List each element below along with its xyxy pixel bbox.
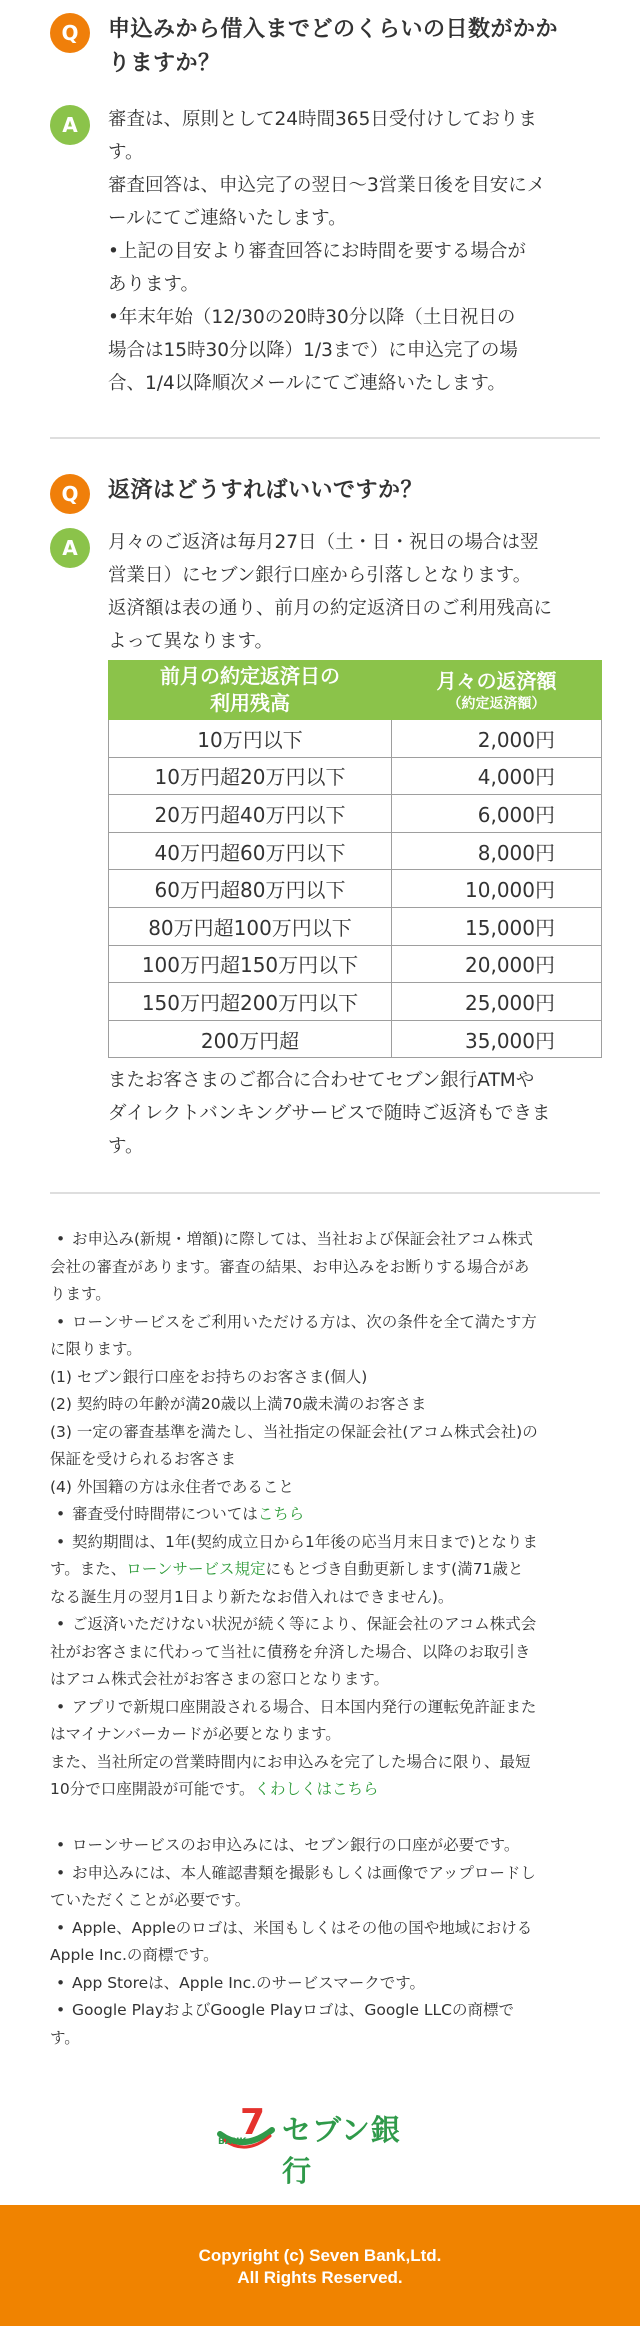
list-item: [50, 1970, 595, 1998]
note-text: (2) 契約時の年齢が満20歳以上満70歳未満のお客さま: [50, 1395, 427, 1413]
balance-cell: 100万円超150万円以下: [109, 945, 392, 983]
seven-bank-mark-icon: [214, 2100, 276, 2156]
list-item: [50, 1997, 595, 2025]
note-text: お申込みには、本人確認書類を撮影もしくは画像でアップロードし: [72, 1863, 536, 1882]
bullet-icon: •: [56, 1615, 66, 1633]
amount-cell: 10,000円: [392, 870, 602, 908]
table-row: [109, 720, 602, 758]
balance-cell: 200万円超: [109, 1020, 392, 1058]
list-item: [50, 1832, 595, 1860]
note-text: 10分で口座開設が可能です。: [50, 1780, 255, 1798]
logo-digit: 7: [240, 2102, 266, 2143]
question-text: [108, 474, 600, 508]
answer-line: す。: [108, 142, 144, 163]
question-line: りますか？: [108, 51, 221, 76]
note-text: 社がお客さまに代わって当社に債務を弁済した場合、以降のお取引き: [50, 1642, 531, 1661]
note-text: す。また、: [50, 1560, 127, 1578]
table-header-row: [109, 661, 602, 720]
amount-cell: 20,000円: [392, 945, 602, 983]
balance-cell: 80万円超100万円以下: [109, 907, 392, 945]
faq-item-1: [50, 13, 600, 400]
header-line: 前月の約定返済日の: [160, 664, 340, 688]
list-item: [50, 1501, 595, 1529]
answer-text: [108, 526, 600, 1163]
answer-line: 返済額は表の通り、前月の約定返済日のご利用残高に: [108, 598, 553, 619]
note-text: す。: [50, 2028, 80, 2047]
bullet-icon: •: [56, 1918, 66, 1937]
answer-bullet: [108, 301, 600, 334]
list-item: [50, 1915, 595, 1943]
repayment-table: [108, 660, 602, 1058]
bullet-text: 上記の目安より審査回答にお時間を要する場合が: [118, 241, 526, 262]
amount-cell: 2,000円: [392, 720, 602, 758]
note-text: なる誕生月の翌月1日より新たなお借入れはできません)。: [50, 1587, 454, 1606]
a-badge: A: [50, 105, 90, 145]
balance-cell: 60万円超80万円以下: [109, 870, 392, 908]
answer-line: あります。: [108, 274, 200, 295]
note-text: Apple、Appleのロゴは、米国もしくはその他の国や地域における: [72, 1918, 533, 1937]
footer: [0, 2205, 640, 2326]
note-text: ご返済いただけない状況が続く等により、保証会社のアコム株式会: [72, 1615, 537, 1633]
copyright-line: All Rights Reserved.: [237, 2268, 403, 2287]
answer-line: ダイレクトバンキングサービスで随時ご返済もできま: [108, 1103, 551, 1125]
list-item: [50, 1309, 595, 1337]
answer-line: 審査は、原則として24時間365日受付けしておりま: [108, 109, 537, 130]
note-text: ローンサービスのお申込みには、セブン銀行の口座が必要です。: [72, 1836, 520, 1854]
notes-terms: [50, 1226, 595, 1804]
table-header-amount: [392, 661, 602, 720]
list-item: [50, 1611, 595, 1639]
table-row: [109, 870, 602, 908]
question-line: 返済はどうすればいいですか？: [108, 478, 424, 503]
answer-line: す。: [108, 1136, 144, 1158]
bullet-icon: •: [56, 1697, 66, 1716]
bullet-icon: •: [56, 1973, 66, 1992]
answer-line: よって異なります。: [108, 631, 274, 652]
balance-cell: 10万円超20万円以下: [109, 757, 392, 795]
divider: [50, 437, 600, 439]
note-text: [50, 1556, 595, 1584]
amount-cell: 15,000円: [392, 907, 602, 945]
amount-cell: 8,000円: [392, 832, 602, 870]
note-text: Google PlayおよびGoogle Playロゴは、Google LLCの商標で: [72, 2001, 515, 2019]
answer-line: ールにてご連絡いたします。: [108, 208, 347, 229]
answer-row: [50, 526, 600, 1163]
question-line: 申込みから借入までどのくらいの日数がかか: [108, 17, 559, 42]
note-text: App Storeは、Apple Inc.のサービスマークです。: [72, 1973, 426, 1992]
answer-line: 場合は15時30分以降）1/3まで）に申込完了の場: [108, 340, 518, 361]
question-text: [108, 13, 600, 81]
reception-hours-link[interactable]: こちら: [257, 1505, 305, 1523]
table-row: [109, 983, 602, 1021]
question-row: [50, 13, 600, 81]
answer-text: [108, 103, 600, 400]
bullet-text: 年末年始（12/30の20時30分以降（土日祝日の: [118, 307, 516, 328]
bullet-icon: •: [56, 1312, 66, 1331]
bullet-icon: •: [56, 1836, 66, 1854]
note-text: はマイナンバーカードが必要となります。: [50, 1725, 341, 1743]
faq-item-2: [50, 474, 600, 1163]
bullet-icon: •: [108, 241, 119, 262]
note-text: はアコム株式会社がお客さまの窓口となります。: [50, 1670, 389, 1688]
list-item: [50, 1529, 595, 1557]
note-text: (1) セブン銀行口座をお持ちのお客さま(個人): [50, 1367, 368, 1386]
bullet-icon: •: [56, 1505, 66, 1523]
note-text: お申込み(新規・増額)に際しては、当社および保証会社アコム株式: [72, 1230, 533, 1248]
note-text: アプリで新規口座開設される場合、日本国内発行の運転免許証また: [72, 1697, 537, 1716]
table-header-balance: [109, 661, 392, 720]
amount-cell: 6,000円: [392, 795, 602, 833]
table-row: [109, 757, 602, 795]
amount-cell: 35,000円: [392, 1020, 602, 1058]
note-text: ります。: [50, 1285, 111, 1303]
copyright: [0, 2245, 640, 2289]
logo-text: セブン銀行: [282, 2113, 401, 2188]
list-item: [50, 1694, 595, 1722]
table-row: [109, 832, 602, 870]
note-text: 契約期間は、1年(契約成立日から1年後の応当月末日まで)となりま: [72, 1532, 538, 1551]
answer-line: 月々のご返済は毎月27日（土・日・祝日の場合は翌: [108, 532, 539, 553]
table-row: [109, 907, 602, 945]
note-text: 審査受付時間帯については: [72, 1505, 258, 1523]
question-row: [50, 474, 600, 508]
note-text: にもとづき自動更新します(満71歳と: [265, 1560, 524, 1578]
balance-cell: 20万円超40万円以下: [109, 795, 392, 833]
note-text: 会社の審査があります。審査の結果、お申込みをお断りする場合があ: [50, 1257, 530, 1276]
answer-line: 合、1/4以降順次メールにてご連絡いたします。: [108, 373, 506, 394]
table-row: [109, 795, 602, 833]
header-line: 利用残高: [210, 691, 290, 715]
answer-bullet: [108, 235, 600, 268]
seven-bank-logo[interactable]: [214, 2100, 426, 2188]
list-item: [50, 1860, 595, 1888]
list-item: [50, 1226, 595, 1254]
notes-trademarks: [50, 1832, 595, 2052]
note-text: ローンサービスをご利用いただける方は、次の条件を全て満たす方: [72, 1312, 537, 1331]
bullet-icon: •: [108, 307, 119, 328]
note-text: Apple Inc.の商標です。: [50, 1946, 219, 1964]
loan-rules-link[interactable]: ローンサービス規定: [126, 1560, 266, 1578]
header-sub: （約定返済額）: [447, 695, 546, 712]
note-text: (3) 一定の審査基準を満たし、当社指定の保証会社(アコム株式会社)の: [50, 1422, 538, 1441]
answer-line: 審査回答は、申込完了の翌日〜3営業日後を目安にメ: [108, 175, 546, 196]
logo-mark-text: BANK: [218, 2137, 247, 2147]
note-text: [50, 1776, 595, 1804]
note-text: ていただくことが必要です。: [50, 1891, 251, 1909]
note-text: また、当社所定の営業時間内にお申込みを完了した場合に限り、最短: [50, 1752, 531, 1771]
q-badge: Q: [50, 13, 90, 53]
balance-cell: 10万円以下: [109, 720, 392, 758]
bullet-icon: •: [56, 1230, 66, 1248]
answer-line: またお客さまのご都合に合わせてセブン銀行ATMや: [108, 1070, 535, 1092]
bullet-icon: •: [56, 1532, 66, 1551]
amount-cell: 25,000円: [392, 983, 602, 1021]
copyright-line: Copyright (c) Seven Bank,Ltd.: [198, 2246, 442, 2265]
account-details-link[interactable]: くわしくはこちら: [254, 1780, 379, 1798]
note-text: に限ります。: [50, 1340, 142, 1358]
table-row: [109, 945, 602, 983]
header-line: 月々の返済額: [436, 668, 557, 693]
note-text: 保証を受けられるお客さま: [50, 1450, 237, 1468]
balance-cell: 150万円超200万円以下: [109, 983, 392, 1021]
balance-cell: 40万円超60万円以下: [109, 832, 392, 870]
bullet-icon: •: [56, 1863, 66, 1882]
amount-cell: 4,000円: [392, 757, 602, 795]
a-badge: A: [50, 528, 90, 568]
table-body: [109, 720, 602, 1058]
divider: [50, 1192, 600, 1194]
bullet-icon: •: [56, 2001, 66, 2019]
answer-row: [50, 103, 600, 400]
answer-line: 営業日）にセブン銀行口座から引落しとなります。: [108, 565, 532, 586]
table-row: [109, 1020, 602, 1058]
q-badge: Q: [50, 474, 90, 514]
note-text: (4) 外国籍の方は永住者であること: [50, 1477, 294, 1496]
